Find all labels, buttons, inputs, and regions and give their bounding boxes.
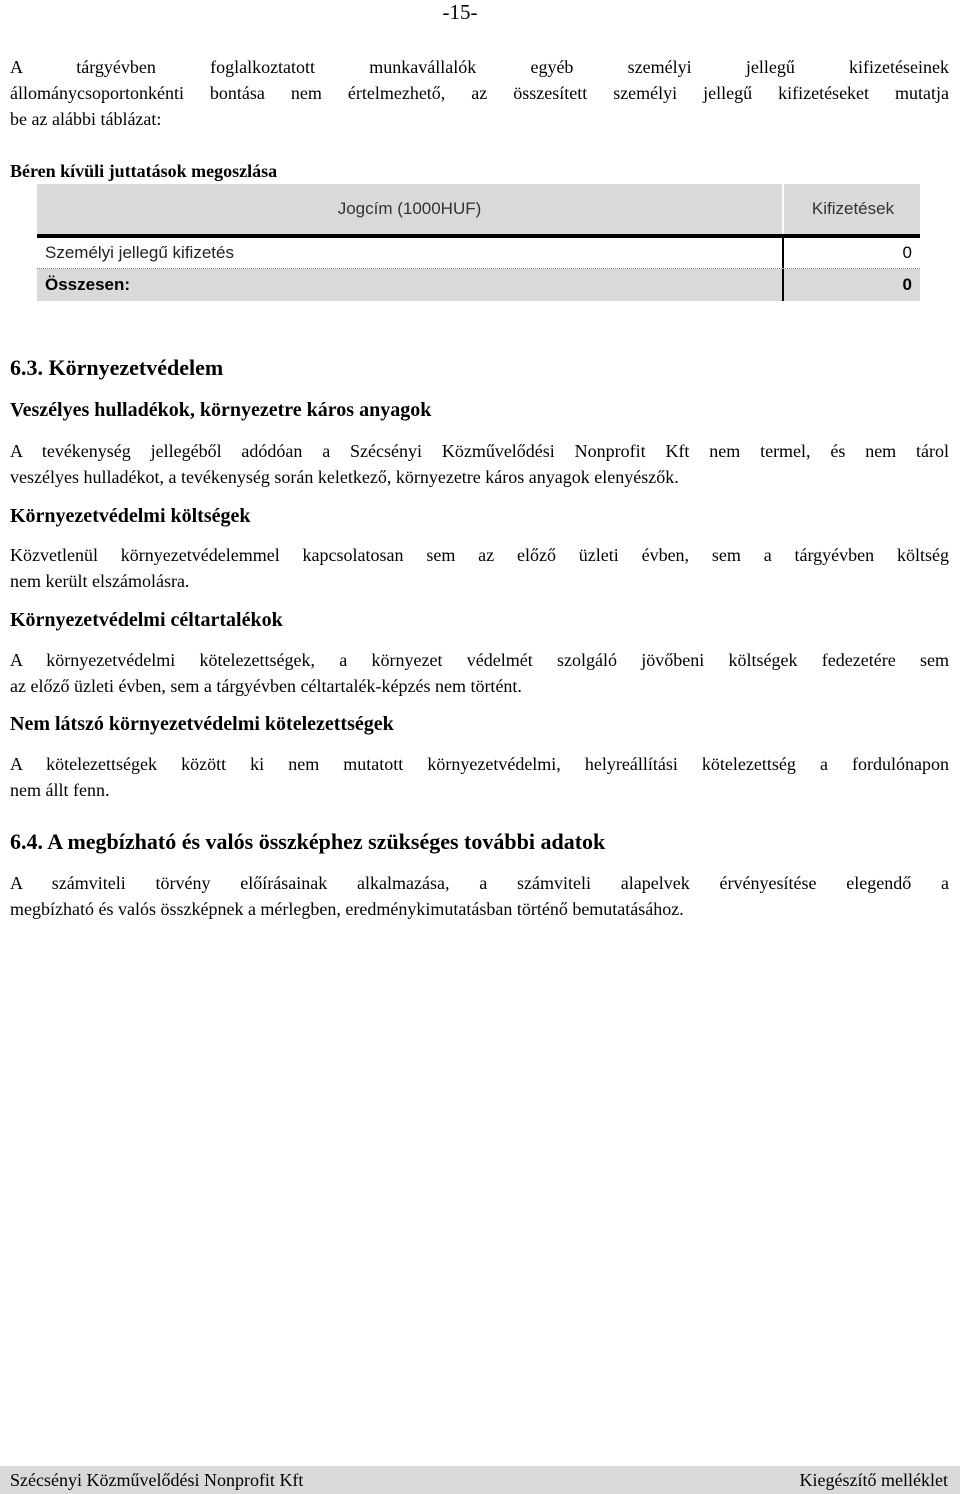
paragraph-line: nem állt fenn. <box>10 780 110 800</box>
row-value: 0 <box>902 243 912 262</box>
footer-document-type: Kiegészítő melléklet <box>799 1470 948 1490</box>
column-divider <box>782 238 784 268</box>
intro-line-2: állománycsoportonkénti bontása nem értelmezhető, az összesített személyi jellegű kifizetéseket mutatja <box>10 83 949 103</box>
intro-line-1: A tárgyévben foglalkoztatott munkavállalók egyéb személyi jellegű kifizetéseinek <box>10 57 949 77</box>
benefits-table <box>37 184 920 301</box>
paragraph-env-costs <box>10 542 949 594</box>
paragraph-true-fair-view <box>10 870 949 922</box>
table-header <box>37 184 920 234</box>
section-heading-6-3: 6.3. Környezetvédelem <box>10 355 224 380</box>
intro-line-3: be az alábbi táblázat: <box>10 109 162 129</box>
subheading-env-provisions: Környezetvédelmi céltartalékok <box>10 609 283 631</box>
paragraph-line: A kötelezettségek között ki nem mutatott környezetvédelmi, helyreállítási kötelezettség a fordulónapon <box>10 754 949 774</box>
paragraph-line: veszélyes hulladékot, a tevékenység során keletkező, környezetre káros anyagok elenyészők. <box>10 467 679 487</box>
paragraph-line: A számviteli törvény előírásainak alkalmazása, a számviteli alapelvek érvényesítése elegendő a <box>10 873 949 893</box>
page-number: -15- <box>442 0 478 24</box>
table-total-row <box>37 269 920 301</box>
paragraph-line: nem került elszámolásra. <box>10 571 190 591</box>
header-kifizetesek: Kifizetések <box>782 184 922 234</box>
total-label: Összesen: <box>45 275 131 294</box>
subheading-env-costs: Környezetvédelmi költségek <box>10 505 251 527</box>
row-label: Személyi jellegű kifizetés <box>45 243 234 262</box>
subheading-hidden-liabilities: Nem látszó környezetvédelmi kötelezettségek <box>10 713 394 735</box>
paragraph-env-provisions <box>10 647 949 699</box>
paragraph-line: A tevékenység jellegéből adódóan a Szécsényi Közművelődési Nonprofit Kft nem termel, és nem tárol <box>10 441 949 461</box>
header-jogcim: Jogcím (1000HUF) <box>337 199 482 218</box>
paragraph-hazardous-waste <box>10 438 949 490</box>
paragraph-line: Közvetlenül környezetvédelemmel kapcsolatosan sem az előző üzleti évben, sem a tárgyévben költség <box>10 545 949 565</box>
paragraph-line: az előző üzleti évben, sem a tárgyévben céltartalék-képzés nem történt. <box>10 676 522 696</box>
footer-company: Szécsényi Közművelődési Nonprofit Kft <box>10 1470 304 1490</box>
subheading-hazardous-waste: Veszélyes hulladékok, környezetre káros anyagok <box>10 399 432 421</box>
section-heading-6-4: 6.4. A megbízható és valós összképhez szükséges további adatok <box>10 829 606 854</box>
paragraph-line: megbízható és valós összképnek a mérlegben, eredménykimutatásban történő bemutatásához. <box>10 899 684 919</box>
intro-paragraph <box>10 54 949 132</box>
paragraph-line: A környezetvédelmi kötelezettségek, a környezet védelmét szolgáló jövőbeni költségek fedezetére sem <box>10 650 949 670</box>
table-row <box>37 238 920 269</box>
page-footer <box>0 1466 960 1494</box>
column-divider <box>782 269 784 301</box>
total-value: 0 <box>902 275 912 294</box>
paragraph-hidden-liabilities <box>10 751 949 803</box>
table-title: Béren kívüli juttatások megoszlása <box>10 161 278 181</box>
